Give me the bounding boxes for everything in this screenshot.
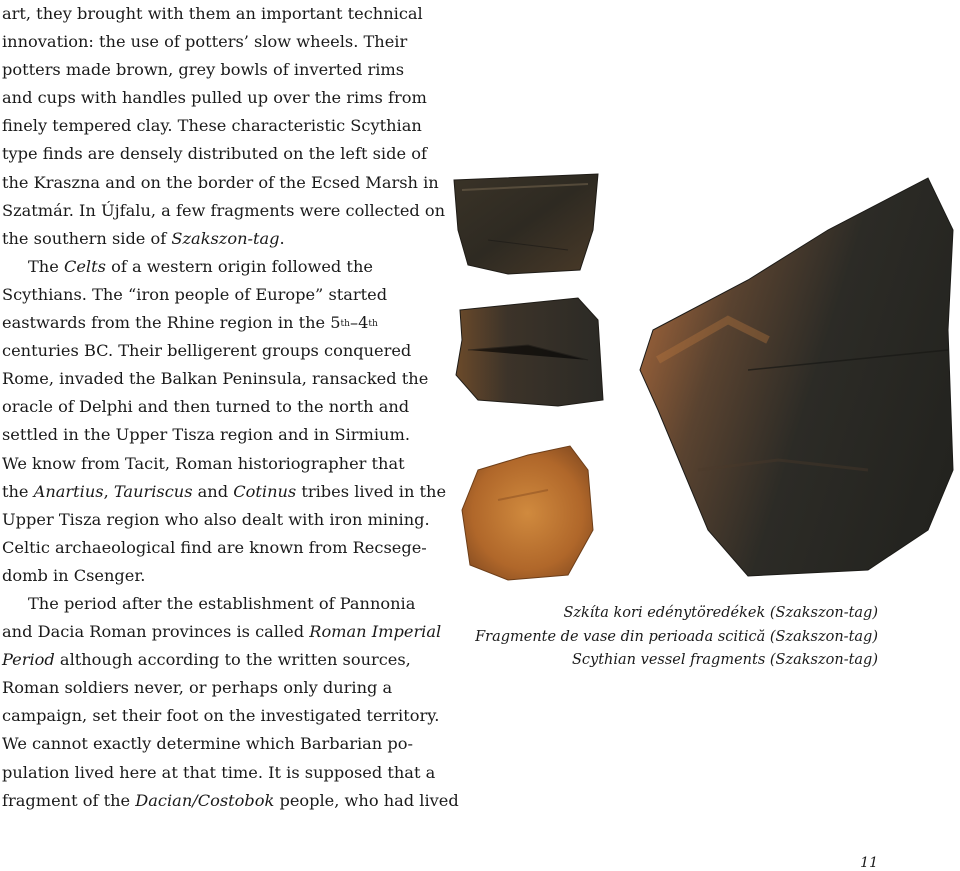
text-line: The period after the establishment of Pannonia [28,593,416,613]
text-line: Szatmár. In Újfalu, a few fragments were collected on [2,200,446,220]
text-line: pulation lived here at that time. It is supposed that a [2,762,436,782]
text-line: the Kraszna and on the border of the Ecsed Marsh in [2,172,439,192]
paragraph-celts [2,253,447,590]
paragraph-scythians [2,0,446,253]
text-line: Upper Tisza region who also dealt with iron mining. [2,509,430,529]
scythian-pottery-fragments-photo [448,170,960,590]
text-line: the Anartius, Tauriscus and Cotinus tribes lived in the [2,481,447,501]
text-line: Rome, invaded the Balkan Peninsula, ransacked the [2,369,429,389]
text-line: type finds are densely distributed on the left side of [2,144,427,164]
term-italic: Period [2,650,55,670]
text-line: potters made brown, grey bowls of inverted rims [2,60,405,80]
text-line: settled in the Upper Tisza region and in Sirmium. [2,425,410,445]
caption-romanian: Fragmente de vase din perioada scitică (Szakszon-tag) [475,628,878,645]
text-line: We cannot exactly determine which Barbarian po- [2,734,413,754]
tribe-italic: Tauriscus [113,481,193,501]
paragraph-roman-period [2,590,459,815]
text-line: and Dacia Roman provinces is called Roman Imperial [2,622,442,642]
page-number: 11 [860,855,878,871]
text-line: Celtic archaeological find are known from Recsege- [2,537,427,557]
text-line: finely tempered clay. These characteristic Scythian [2,116,422,136]
text-line: and cups with handles pulled up over the rims from [2,88,427,108]
term-italic: Roman Imperial [309,622,442,642]
tribe-italic: Anartius [33,481,104,501]
fragment-shape [462,446,593,580]
superscript: th [340,319,350,330]
text-line: Scythians. The “iron people of Europe” started [2,284,388,304]
caption-hungarian: Szkíta kori edénytöredékek (Szakszon-tag) [563,605,878,621]
tribe-italic: Cotinus [233,481,297,501]
text-line: Period although according to the written sources, [2,650,411,670]
text-line: art, they brought with them an important technical [2,4,423,23]
text-line: The Celts of a western origin followed the [28,256,373,276]
text-line: We know from Tacit, Roman historiographer that [2,453,405,473]
text-line: oracle of Delphi and then turned to the north and [2,397,410,417]
superscript: th [368,319,378,330]
figure-caption [475,602,878,673]
place-name-italic: Szakszon-tag [171,228,280,248]
text-line: fragment of the Dacian/Costobok people, who had lived [2,790,459,810]
text-line: eastwards from the Rhine region in the 5th–4th [2,313,378,333]
text-line: innovation: the use of potters’ slow wheels. Their [2,32,408,52]
fragment-shape [640,178,953,576]
text-line: domb in Csenger. [2,565,146,585]
caption-english: Scythian vessel fragments (Szakszon-tag) [571,652,878,668]
main-text-column [2,0,459,815]
text-line: centuries BC. Their belligerent groups conquered [2,341,412,361]
text-line: Roman soldiers never, or perhaps only during a [2,678,393,698]
text-line: the southern side of Szakszon-tag. [2,228,285,248]
term-italic: Dacian/Costobok [135,790,275,810]
term-italic: Celts [63,256,106,276]
text-line: campaign, set their foot on the investigated territory. [2,706,440,726]
